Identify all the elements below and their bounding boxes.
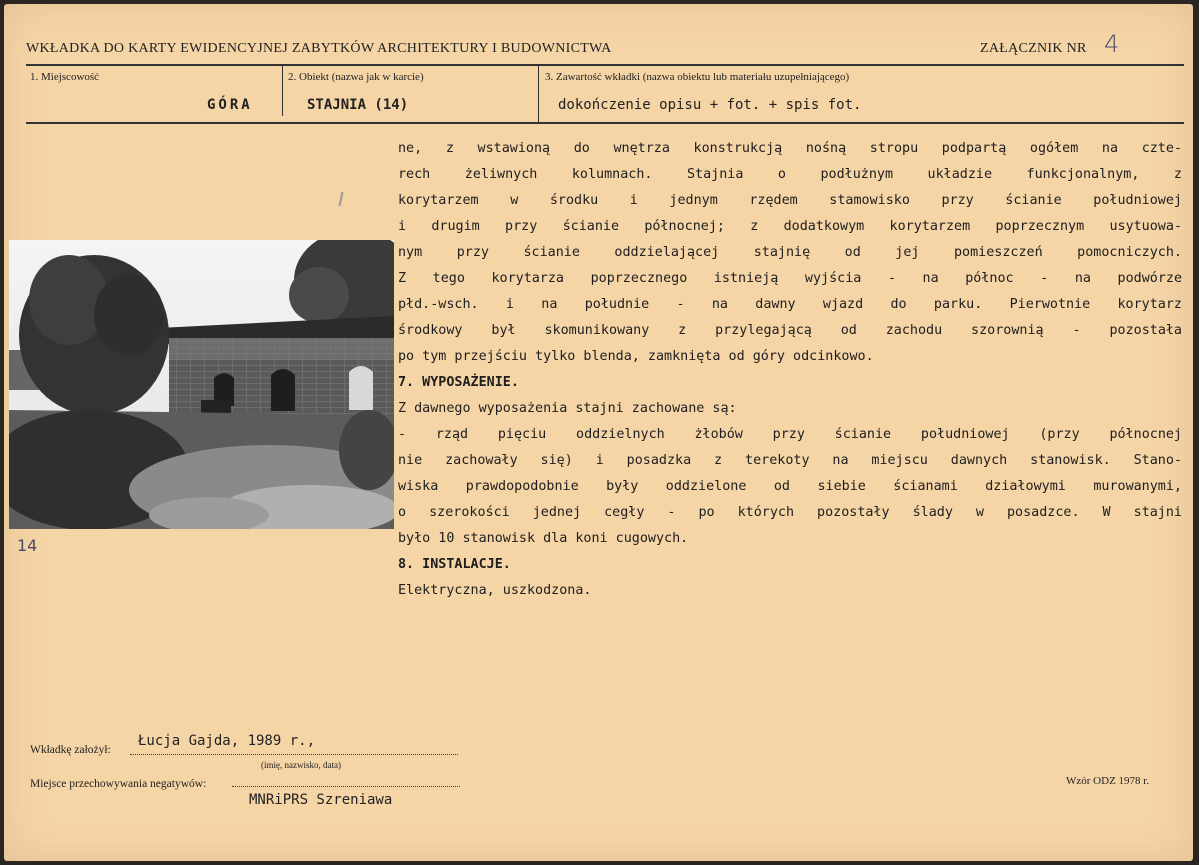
section-heading: 8. INSTALACJE. xyxy=(398,557,511,572)
text-line: po tym przejściu tylko blenda, zamknięta od góry odcinkowo. xyxy=(398,349,874,364)
form-title: WKŁADKA DO KARTY EWIDENCYJNEJ ZABYTKÓW ARCHITEKTURY I BUDOWNICTWA xyxy=(26,41,612,56)
text-line: o szerokości jednej cegły - po których pozostały ślady w posadzce. W stajni xyxy=(398,505,1182,520)
text-line: było 10 stanowisk dla koni cugowych. xyxy=(398,531,689,546)
attachment-label: ZAŁĄCZNIK NR xyxy=(980,41,1087,56)
text-line: Z tego korytarza poprzecznego istnieją wyjścia - na północ - na podwórze xyxy=(398,271,1182,286)
text-line: Z dawnego wyposażenia stajni zachowane są: xyxy=(398,401,737,416)
author-dotted-line xyxy=(130,754,458,755)
attachment-number: 4 xyxy=(1104,30,1120,58)
content-value: dokończenie opisu + fot. + spis fot. xyxy=(558,97,862,113)
storage-label: Miejsce przechowywania negatywów: xyxy=(30,778,207,790)
storage-value: MNRiPRS Szreniawa xyxy=(249,792,393,808)
text-line: środkowy był skomunikowany z przylegającą od zachodu szorownią - pozostała xyxy=(398,323,1182,338)
fields-rule xyxy=(26,122,1184,124)
template-note: Wzór ODZ 1978 r. xyxy=(1066,775,1150,787)
header-rule xyxy=(26,64,1184,66)
field-divider-2 xyxy=(538,66,539,122)
text-line: wiska prawdopodobnie były oddzielone od siebie ścianami działowymi murowanymi, xyxy=(398,479,1182,494)
text-line: rech żeliwnych kolumnach. Stajnia o podłużnym układzie funkcjonalnym, z xyxy=(398,167,1182,182)
text-line: Elektryczna, uszkodzona. xyxy=(398,583,592,598)
place-label: 1. Miejscowość xyxy=(30,71,100,83)
place-value: GÓRA xyxy=(207,97,253,113)
text-line: korytarzem w środku i jednym rzędem stamowisko przy ścianie południowej xyxy=(398,193,1182,208)
text-line: nie zachowały się) i posadzka z terekoty na miejscu dawnych stanowisk. Stano- xyxy=(398,453,1182,468)
text-line: ne, z wstawioną do wnętrza konstrukcją nośną stropu podpartą ogółem na czte- xyxy=(398,141,1182,156)
author-label: Wkładkę założył: xyxy=(30,744,111,756)
text-line: nym przy ścianie oddzielającej stajnię od jej pomieszczeń pomocniczych. xyxy=(398,245,1182,260)
photo-number: 14 xyxy=(17,536,38,555)
author-hint: (imię, nazwisko, data) xyxy=(261,760,341,770)
storage-dotted-line xyxy=(232,786,460,787)
text-line: - rząd pięciu oddzielnych żłobów przy ścianie południowej (przy północnej xyxy=(398,427,1182,442)
text-line: i drugim przy ścianie północnej; z dodatkowym korytarzem poprzecznym usytuowa- xyxy=(398,219,1182,234)
object-label: 2. Obiekt (nazwa jak w karcie) xyxy=(288,71,424,83)
text-line: płd.-wsch. i na południe - na dawny wjazd do parku. Pierwotnie korytarz xyxy=(398,297,1182,312)
stable-photo-image xyxy=(9,240,394,529)
section-heading: 7. WYPOSAŻENIE. xyxy=(398,375,519,390)
object-value: STAJNIA (14) xyxy=(307,97,409,113)
content-label: 3. Zawartość wkładki (nazwa obiektu lub materiału uzupełniającego) xyxy=(545,71,850,83)
building-photo xyxy=(9,240,394,529)
field-divider-1 xyxy=(282,66,283,116)
description-text xyxy=(398,136,1182,604)
author-value: Łucja Gajda, 1989 r., xyxy=(138,733,316,749)
